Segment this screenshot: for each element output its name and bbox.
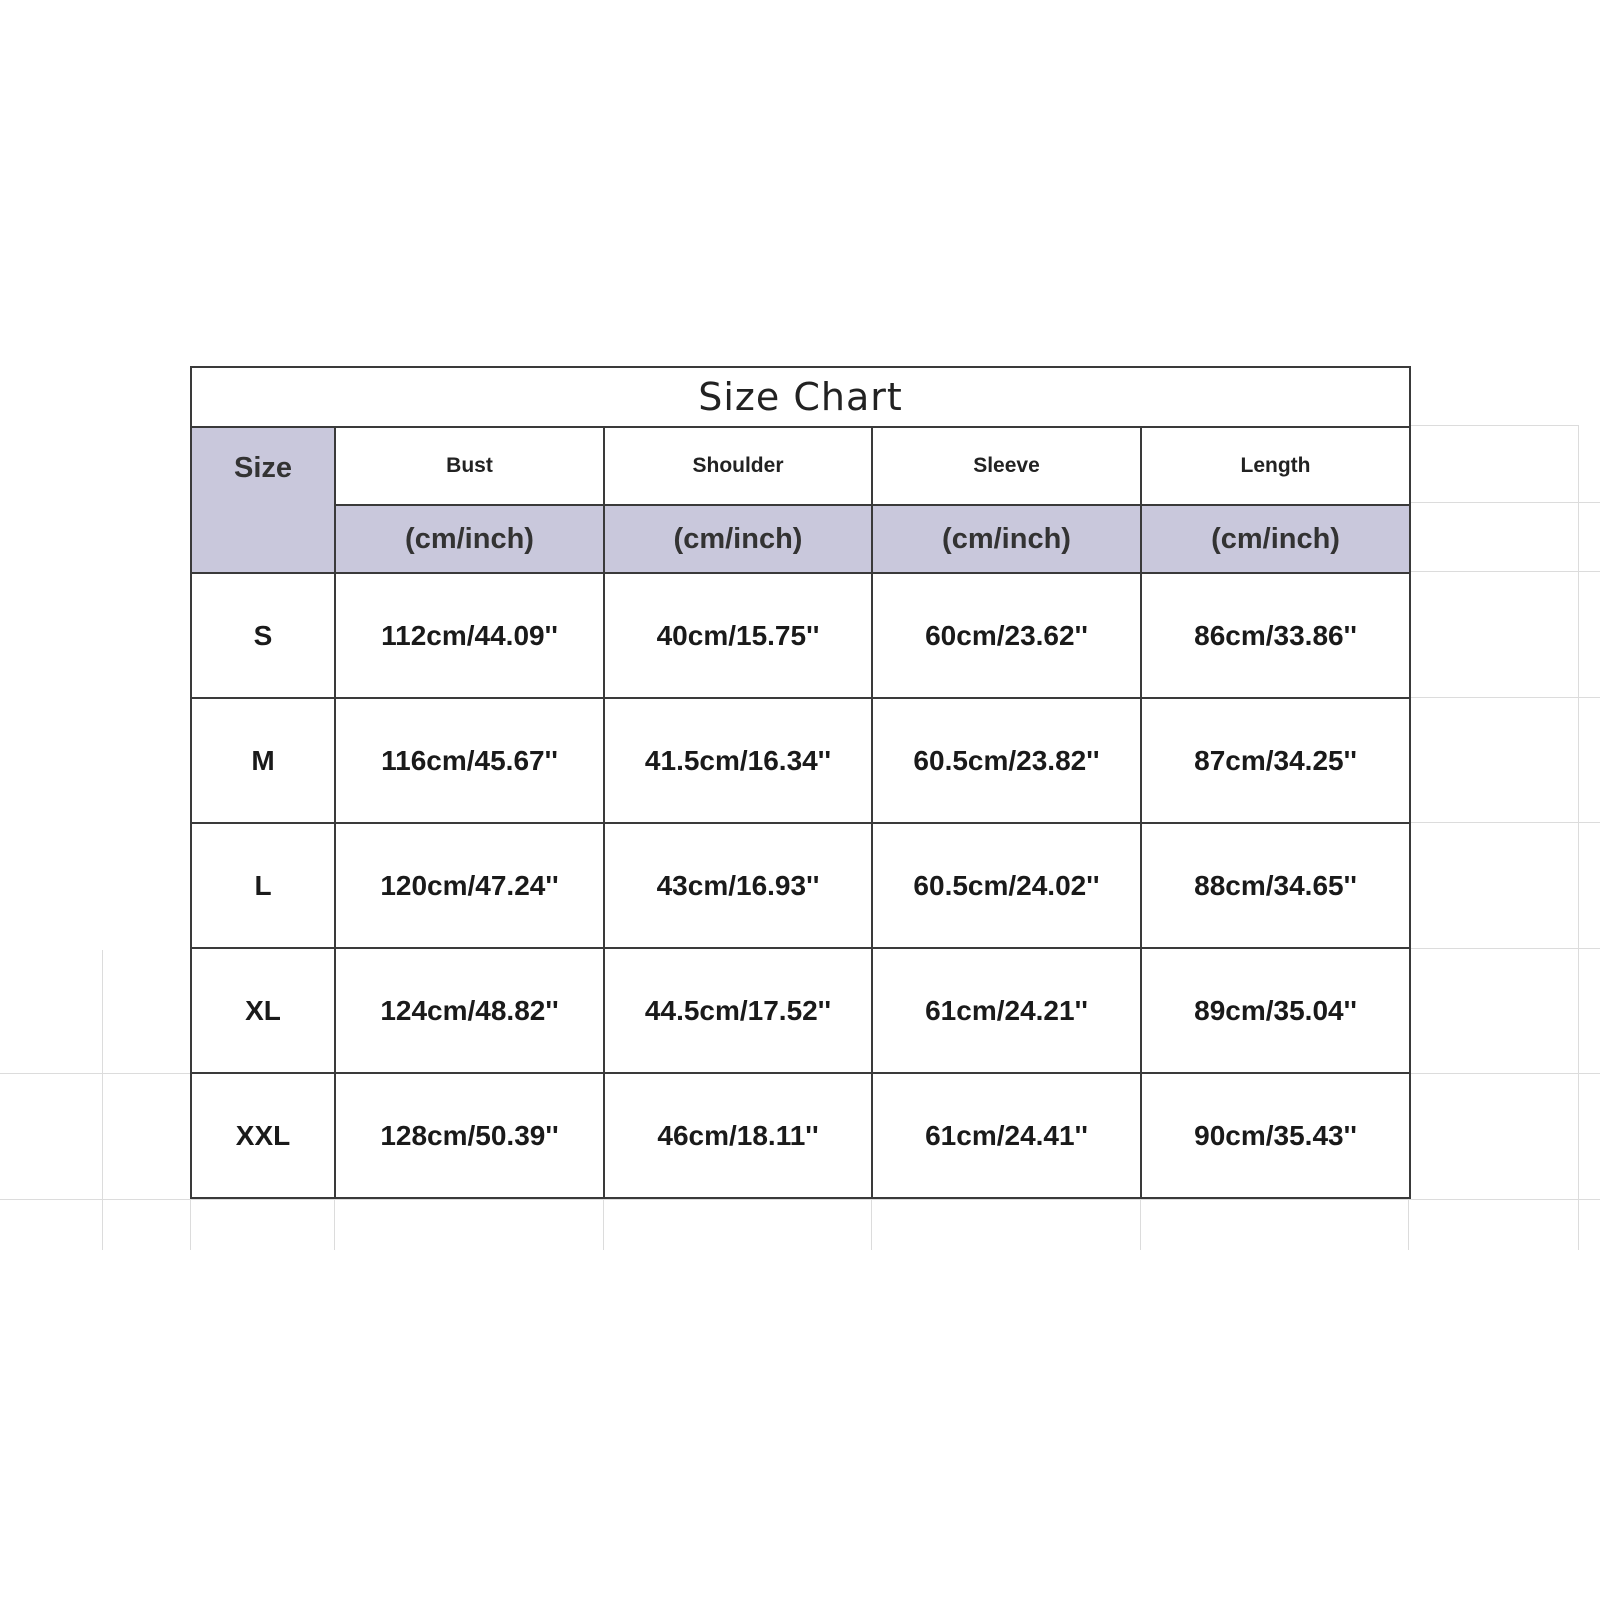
table-row: [191, 948, 1410, 1073]
grid-line: [102, 950, 103, 1250]
grid-line: [190, 1199, 191, 1250]
cell-sleeve: 60.5cm/24.02'': [872, 823, 1141, 948]
cell-length: 90cm/35.43'': [1141, 1073, 1410, 1198]
title-row: [191, 367, 1410, 427]
grid-line: [1408, 1199, 1409, 1250]
table-row: [191, 823, 1410, 948]
size-label: M: [191, 698, 335, 823]
cell-length: 86cm/33.86'': [1141, 573, 1410, 698]
size-label: S: [191, 573, 335, 698]
cell-bust: 128cm/50.39'': [335, 1073, 604, 1198]
cell-sleeve: 61cm/24.41'': [872, 1073, 1141, 1198]
table-row: [191, 1073, 1410, 1198]
cell-bust: 112cm/44.09'': [335, 573, 604, 698]
grid-line: [1409, 948, 1600, 949]
size-column-header: Size: [191, 427, 335, 573]
cell-shoulder: 43cm/16.93'': [604, 823, 872, 948]
unit-header-bust: (cm/inch): [335, 505, 604, 573]
grid-line: [1409, 697, 1600, 698]
cell-shoulder: 40cm/15.75'': [604, 573, 872, 698]
column-header-sleeve: Sleeve: [872, 427, 1141, 505]
grid-line: [1409, 502, 1600, 503]
cell-length: 89cm/35.04'': [1141, 948, 1410, 1073]
cell-length: 87cm/34.25'': [1141, 698, 1410, 823]
cell-length: 88cm/34.65'': [1141, 823, 1410, 948]
grid-line: [1409, 425, 1579, 426]
grid-line: [1409, 822, 1600, 823]
cell-shoulder: 41.5cm/16.34'': [604, 698, 872, 823]
size-label: XXL: [191, 1073, 335, 1198]
chart-title: Size Chart: [191, 367, 1410, 427]
column-header-length: Length: [1141, 427, 1410, 505]
grid-line: [603, 1199, 604, 1250]
table-row: [191, 698, 1410, 823]
cell-bust: 116cm/45.67'': [335, 698, 604, 823]
grid-line: [1578, 425, 1579, 1250]
unit-header-row: [191, 505, 1410, 573]
table-row: [191, 573, 1410, 698]
size-chart-table: [190, 366, 1411, 1199]
unit-header-sleeve: (cm/inch): [872, 505, 1141, 573]
cell-shoulder: 46cm/18.11'': [604, 1073, 872, 1198]
column-header-bust: Bust: [335, 427, 604, 505]
cell-bust: 120cm/47.24'': [335, 823, 604, 948]
cell-sleeve: 60.5cm/23.82'': [872, 698, 1141, 823]
cell-sleeve: 61cm/24.21'': [872, 948, 1141, 1073]
grid-line: [1409, 571, 1600, 572]
unit-header-shoulder: (cm/inch): [604, 505, 872, 573]
size-label: XL: [191, 948, 335, 1073]
grid-line: [1140, 1199, 1141, 1250]
size-label: L: [191, 823, 335, 948]
column-header-shoulder: Shoulder: [604, 427, 872, 505]
column-header-row: [191, 427, 1410, 505]
cell-shoulder: 44.5cm/17.52'': [604, 948, 872, 1073]
grid-line: [0, 1199, 1600, 1200]
grid-line: [871, 1199, 872, 1250]
cell-bust: 124cm/48.82'': [335, 948, 604, 1073]
cell-sleeve: 60cm/23.62'': [872, 573, 1141, 698]
unit-header-length: (cm/inch): [1141, 505, 1410, 573]
grid-line: [334, 1199, 335, 1250]
